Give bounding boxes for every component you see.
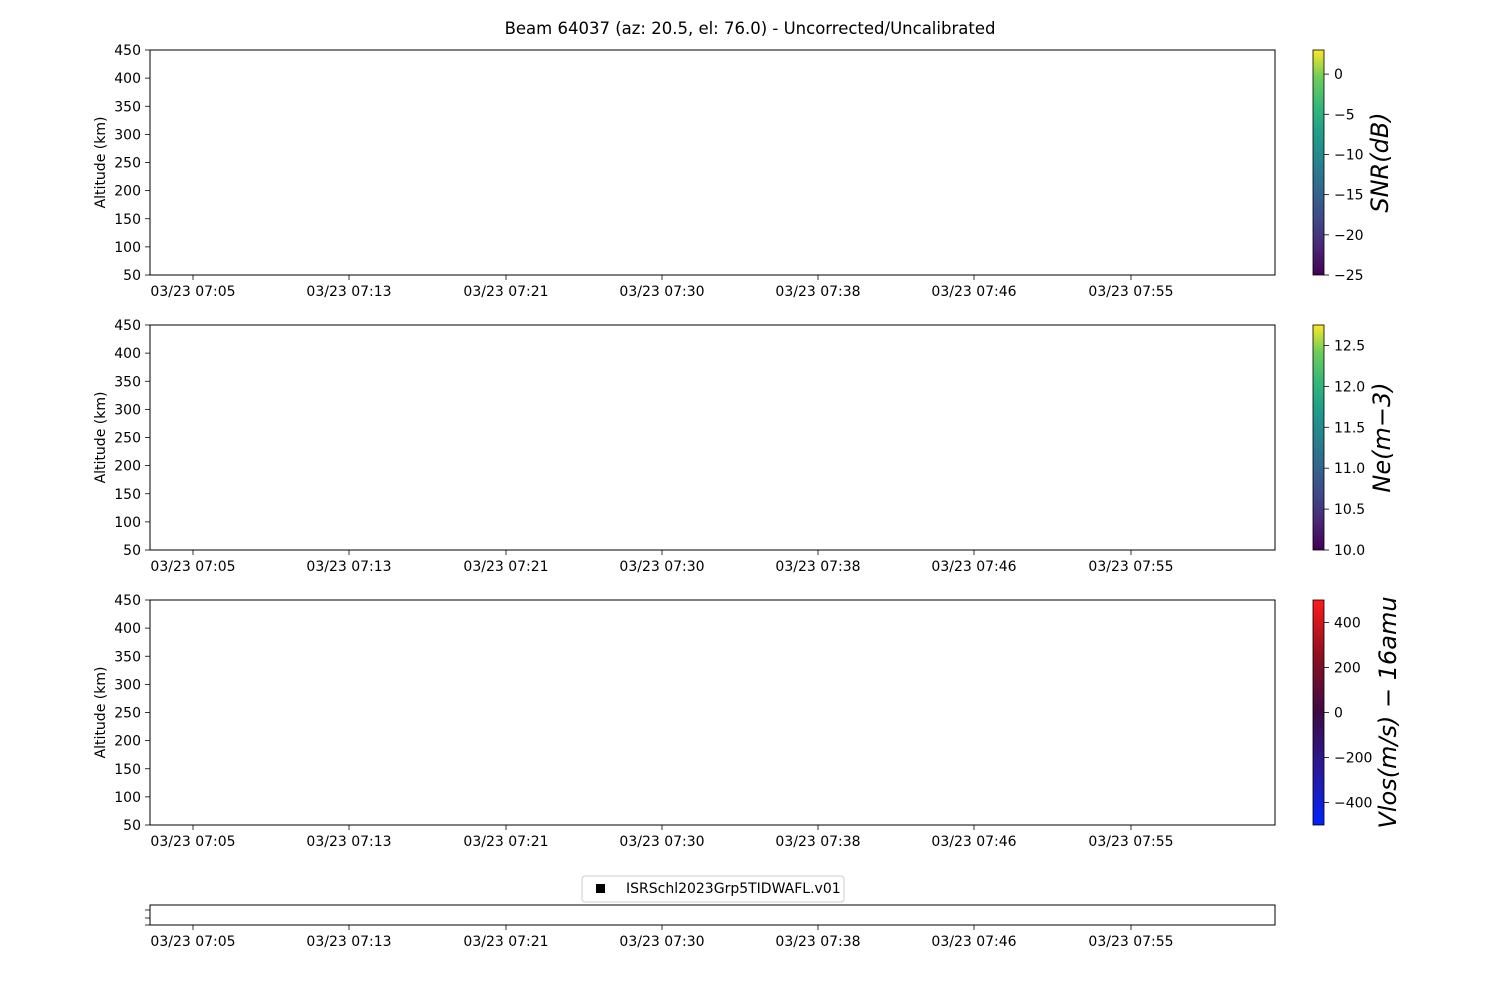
colorbar-label-vlos: Vlos(m/s) − 16amu xyxy=(1374,596,1402,829)
colorbar-tick-label: −200 xyxy=(1334,750,1373,767)
colorbar-tick-label: −15 xyxy=(1334,187,1364,204)
colorbar-tick-label: 0 xyxy=(1334,67,1343,84)
xtick-label: 03/23 07:38 xyxy=(775,834,861,850)
plot-area-ne xyxy=(150,325,1275,550)
ytick-label: 200 xyxy=(114,733,141,750)
colorbar-tick-label: −400 xyxy=(1334,795,1373,812)
colorbar-ticks-vlos xyxy=(1324,616,1372,812)
colorbar-ne xyxy=(1313,325,1324,550)
ytick-label: 300 xyxy=(114,677,141,694)
colorbar-tick-label: 11.0 xyxy=(1334,461,1366,478)
xtick-label: 03/23 07:05 xyxy=(150,559,236,575)
xticks-experiments xyxy=(150,925,1173,950)
xtick-label: 03/23 07:46 xyxy=(931,559,1017,575)
xtick-label: 03/23 07:55 xyxy=(1088,834,1174,850)
panel-snr xyxy=(93,43,1394,300)
xtick-label: 03/23 07:21 xyxy=(463,834,549,850)
xtick-label: 03/23 07:38 xyxy=(775,934,861,950)
colorbar-tick-label: 200 xyxy=(1334,660,1361,677)
colorbar-ticks-ne xyxy=(1324,338,1365,559)
xtick-label: 03/23 07:55 xyxy=(1088,559,1174,575)
colorbar-tick-label: 11.5 xyxy=(1334,420,1366,437)
colorbar-snr xyxy=(1313,50,1324,275)
ytick-label: 450 xyxy=(114,43,141,59)
xtick-label: 03/23 07:13 xyxy=(306,834,392,850)
legend xyxy=(582,876,844,902)
xtick-label: 03/23 07:30 xyxy=(619,834,705,850)
xtick-label: 03/23 07:05 xyxy=(150,934,236,950)
colorbar-tick-label: 12.0 xyxy=(1334,379,1366,396)
ytick-label: 150 xyxy=(114,486,141,503)
xtick-label: 03/23 07:30 xyxy=(619,559,705,575)
xticks-snr xyxy=(150,275,1173,300)
xtick-label: 03/23 07:13 xyxy=(306,934,392,950)
legend-marker-square xyxy=(596,884,605,893)
xtick-label: 03/23 07:55 xyxy=(1088,934,1174,950)
ylabel-vlos: Altitude (km) xyxy=(93,666,109,759)
xtick-label: 03/23 07:13 xyxy=(306,284,392,300)
ytick-label: 350 xyxy=(114,649,141,666)
xtick-label: 03/23 07:55 xyxy=(1088,284,1174,300)
colorbar-tick-label: −20 xyxy=(1334,227,1364,244)
colorbar-label-ne-text: Ne(m−3) xyxy=(1368,382,1396,493)
panel-experiments xyxy=(145,876,1275,950)
ytick-label: 200 xyxy=(114,458,141,475)
colorbar-tick-label: 12.5 xyxy=(1334,338,1366,355)
xtick-label: 03/23 07:21 xyxy=(463,934,549,950)
ytick-label: 150 xyxy=(114,761,141,778)
plot-area-vlos xyxy=(150,600,1275,825)
ytick-label: 400 xyxy=(114,346,141,363)
colorbar-tick-label: 10.5 xyxy=(1334,502,1366,519)
xticks-vlos xyxy=(150,825,1173,850)
colorbar-tick-label: −5 xyxy=(1334,107,1355,124)
colorbar-tick-label: −25 xyxy=(1334,268,1364,284)
xtick-label: 03/23 07:30 xyxy=(619,284,705,300)
colorbar-label-ne xyxy=(1368,382,1396,492)
colorbar-label-snr: SNR(dB) xyxy=(1366,112,1394,213)
yticks-ne xyxy=(114,318,150,559)
ytick-label: 250 xyxy=(114,155,141,172)
ytick-label: 400 xyxy=(114,621,141,638)
ytick-label: 300 xyxy=(114,402,141,419)
colorbar-ticks-snr xyxy=(1324,67,1364,284)
xtick-label: 03/23 07:38 xyxy=(775,559,861,575)
ytick-label: 50 xyxy=(123,818,141,834)
legend-entry-label: ISRSchl2023Grp5TIDWAFL.v01 xyxy=(626,881,841,897)
ytick-label: 250 xyxy=(114,430,141,447)
ytick-label: 100 xyxy=(114,514,141,531)
ytick-label: 450 xyxy=(114,593,141,609)
panel-ne xyxy=(93,318,1396,575)
ytick-label: 150 xyxy=(114,211,141,228)
ytick-label: 50 xyxy=(123,543,141,559)
colorbar-tick-label: 400 xyxy=(1334,615,1361,632)
plot-area-experiments xyxy=(150,905,1275,925)
colorbar-tick-label: 10.0 xyxy=(1334,543,1366,559)
colorbar-vlos xyxy=(1313,600,1324,825)
ytick-label: 300 xyxy=(114,127,141,144)
ytick-label: 400 xyxy=(114,71,141,88)
ytick-label: 350 xyxy=(114,99,141,116)
xtick-label: 03/23 07:13 xyxy=(306,559,392,575)
xtick-label: 03/23 07:21 xyxy=(463,559,549,575)
colorbar-tick-label: 0 xyxy=(1334,705,1343,722)
ytick-label: 350 xyxy=(114,374,141,391)
xtick-label: 03/23 07:46 xyxy=(931,284,1017,300)
ytick-label: 100 xyxy=(114,789,141,806)
xtick-label: 03/23 07:05 xyxy=(150,834,236,850)
ylabel-ne: Altitude (km) xyxy=(93,391,109,484)
ytick-label: 200 xyxy=(114,183,141,200)
figure-title: Beam 64037 (az: 20.5, el: 76.0) - Uncorrected/Uncalibrated xyxy=(504,19,996,38)
colorbar-tick-label: −10 xyxy=(1334,147,1364,164)
xticks-ne xyxy=(150,550,1173,575)
ytick-label: 50 xyxy=(123,268,141,284)
xtick-label: 03/23 07:46 xyxy=(931,834,1017,850)
xtick-label: 03/23 07:21 xyxy=(463,284,549,300)
ytick-label: 250 xyxy=(114,705,141,722)
panel-vlos xyxy=(93,593,1402,850)
xtick-label: 03/23 07:30 xyxy=(619,934,705,950)
ytick-label: 100 xyxy=(114,239,141,256)
plot-area-snr xyxy=(150,50,1275,275)
ylabel-snr: Altitude (km) xyxy=(93,116,109,209)
yticks-snr xyxy=(114,43,150,284)
xtick-label: 03/23 07:38 xyxy=(775,284,861,300)
yticks-vlos xyxy=(114,593,150,834)
xtick-label: 03/23 07:05 xyxy=(150,284,236,300)
ytick-label: 450 xyxy=(114,318,141,334)
xtick-label: 03/23 07:46 xyxy=(931,934,1017,950)
